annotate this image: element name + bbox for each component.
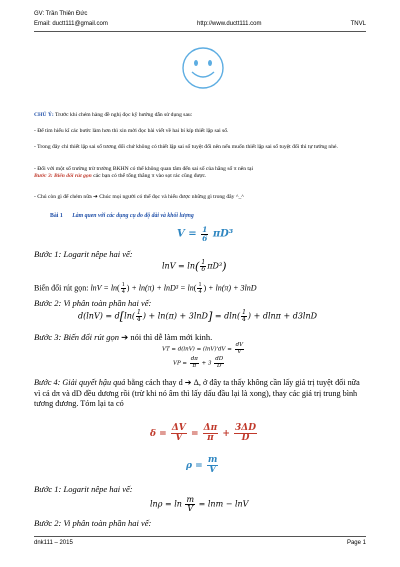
eq-lnV: lnV = ln( $\frac{1}{6}$ πD³) [162, 259, 227, 273]
formula-volume-rhs: πD³ [212, 228, 234, 240]
note-3-tail: các bạn có thể tổng thằng π vào sọt rác cũng được. [93, 173, 207, 179]
chu-y-text: Trước khi chém hàng đề nghị đọc kỹ hướng dẫn sử dụng sau: [55, 112, 193, 118]
note-1: - Để tìm hiểu kĩ các bước làm hơn thì xin mời đọc bài viết về hai bí kíp thiết lập sai số. [34, 128, 229, 134]
eq-vp: VP = $\frac{d\pi}{\pi}$ + 3 $\frac{dD}{D}$ [173, 356, 224, 369]
formula-density: ρ = $\frac{m}{V}$ [186, 455, 218, 475]
expand-prefix: Biến đổi rút gọn: [34, 283, 89, 293]
smiley-face-icon [181, 46, 225, 90]
note-chu-y [34, 112, 366, 119]
step-3-simplify [34, 332, 212, 343]
header-tag: TNVL [350, 21, 366, 27]
step-4-paragraph [34, 378, 366, 410]
step-1-log: Bước 1: Logarit nêpe hai vế: [34, 249, 133, 259]
header-line [34, 21, 366, 27]
header-email: Email: ductt111@gmail.com [34, 21, 108, 27]
footer [34, 540, 366, 546]
footer-page: Page 1 [346, 540, 366, 546]
exercise-number: Bài 1 [50, 213, 63, 219]
header-rule [34, 31, 366, 32]
exercise-heading [50, 213, 194, 219]
step-2-diff-density: Bước 2: Vi phân toàn phần hai vế: [34, 518, 152, 528]
footer-rule [34, 536, 366, 537]
note-3-bold: Bước 3: Biến đổi rút gọn [34, 173, 92, 179]
note-3 [34, 166, 366, 180]
note-2: - Trong đây chỉ thiết lập sai số tương đối chứ không có thiết lập sai số tuyệt đối nên nếu muốn thiết lập sai số tuyệt đối thì tự tưởng nhé. [34, 144, 338, 150]
header-site: http://www.ductt111.com [197, 21, 262, 27]
chu-y-label: CHÚ Ý: [34, 112, 54, 118]
formula-relative-error: δ = $\frac{\Delta V}{V}$ = $\frac{\Delta\pi}{\pi}$ + $\frac{3\Delta D}{D}$ [150, 423, 257, 443]
eq-expand: Biến đổi rút gọn: lnV = ln( $\frac{1}{4}$ ) + ln(π) + lnD³ = ln( $\frac{1}{4}$ ) + ln(π) + 3lnD [34, 282, 257, 295]
footer-left: dnk111 – 2015 [34, 540, 73, 546]
note-3-text: - Đối với một số trường trừ trường BKHN có thể không quan tâm đến sai số của hằng số π nên tại [34, 166, 254, 172]
exercise-title: Làm quen với các dụng cụ đo độ dài và khối lượng [72, 213, 194, 219]
eq-vt: VT = d(lnV) = (lnV)'dV = $\frac{dV}{V}$ [162, 342, 244, 355]
header-author: GV: Trần Thiên Đức [34, 11, 88, 17]
note-4: - Chú còn gì để chém nữa ➔ Chúc mọi người có thể đọc và hiểu được những gì trong đây ^_^ [34, 194, 244, 200]
simplify-prefix: Bước 3: Biến đổi rút gọn [34, 332, 119, 342]
step-2-diff: Bước 2: Vi phân toàn phần hai vế: [34, 298, 152, 308]
formula-volume-frac: $\frac{1}{6}$ [202, 225, 208, 243]
formula-volume-lhs: V = [177, 228, 197, 240]
step-4-text: bằng cách thay d ➔ Δ, ở đây ta thấy không cần lấy giá trị tuyệt đối nữa vì cả dπ và dD đều dương rồi (trừ khi nó âm thì lấy dấu đầu lại là xong), thay các giá trị trung bình tương đương. Tóm lại ta có [34, 378, 360, 408]
step-4-label: Bước 4: Giải quyết hậu quả [34, 378, 126, 387]
eq-dlnV: d(lnV) = d[ln( $\frac{1}{4}$ ) + ln(π) + 3lnD] = dln( $\frac{1}{4}$ ) + dlnπ + d3lnD [78, 309, 318, 323]
formula-volume [177, 226, 233, 242]
simplify-tail: ➔ nói thì dễ làm mới kinh. [121, 332, 213, 342]
step-1-log-density: Bước 1: Logarit nêpe hai vế: [34, 484, 133, 494]
eq-lnrho: lnρ = ln $\frac{m}{V}$ = lnm − lnV [150, 495, 249, 513]
